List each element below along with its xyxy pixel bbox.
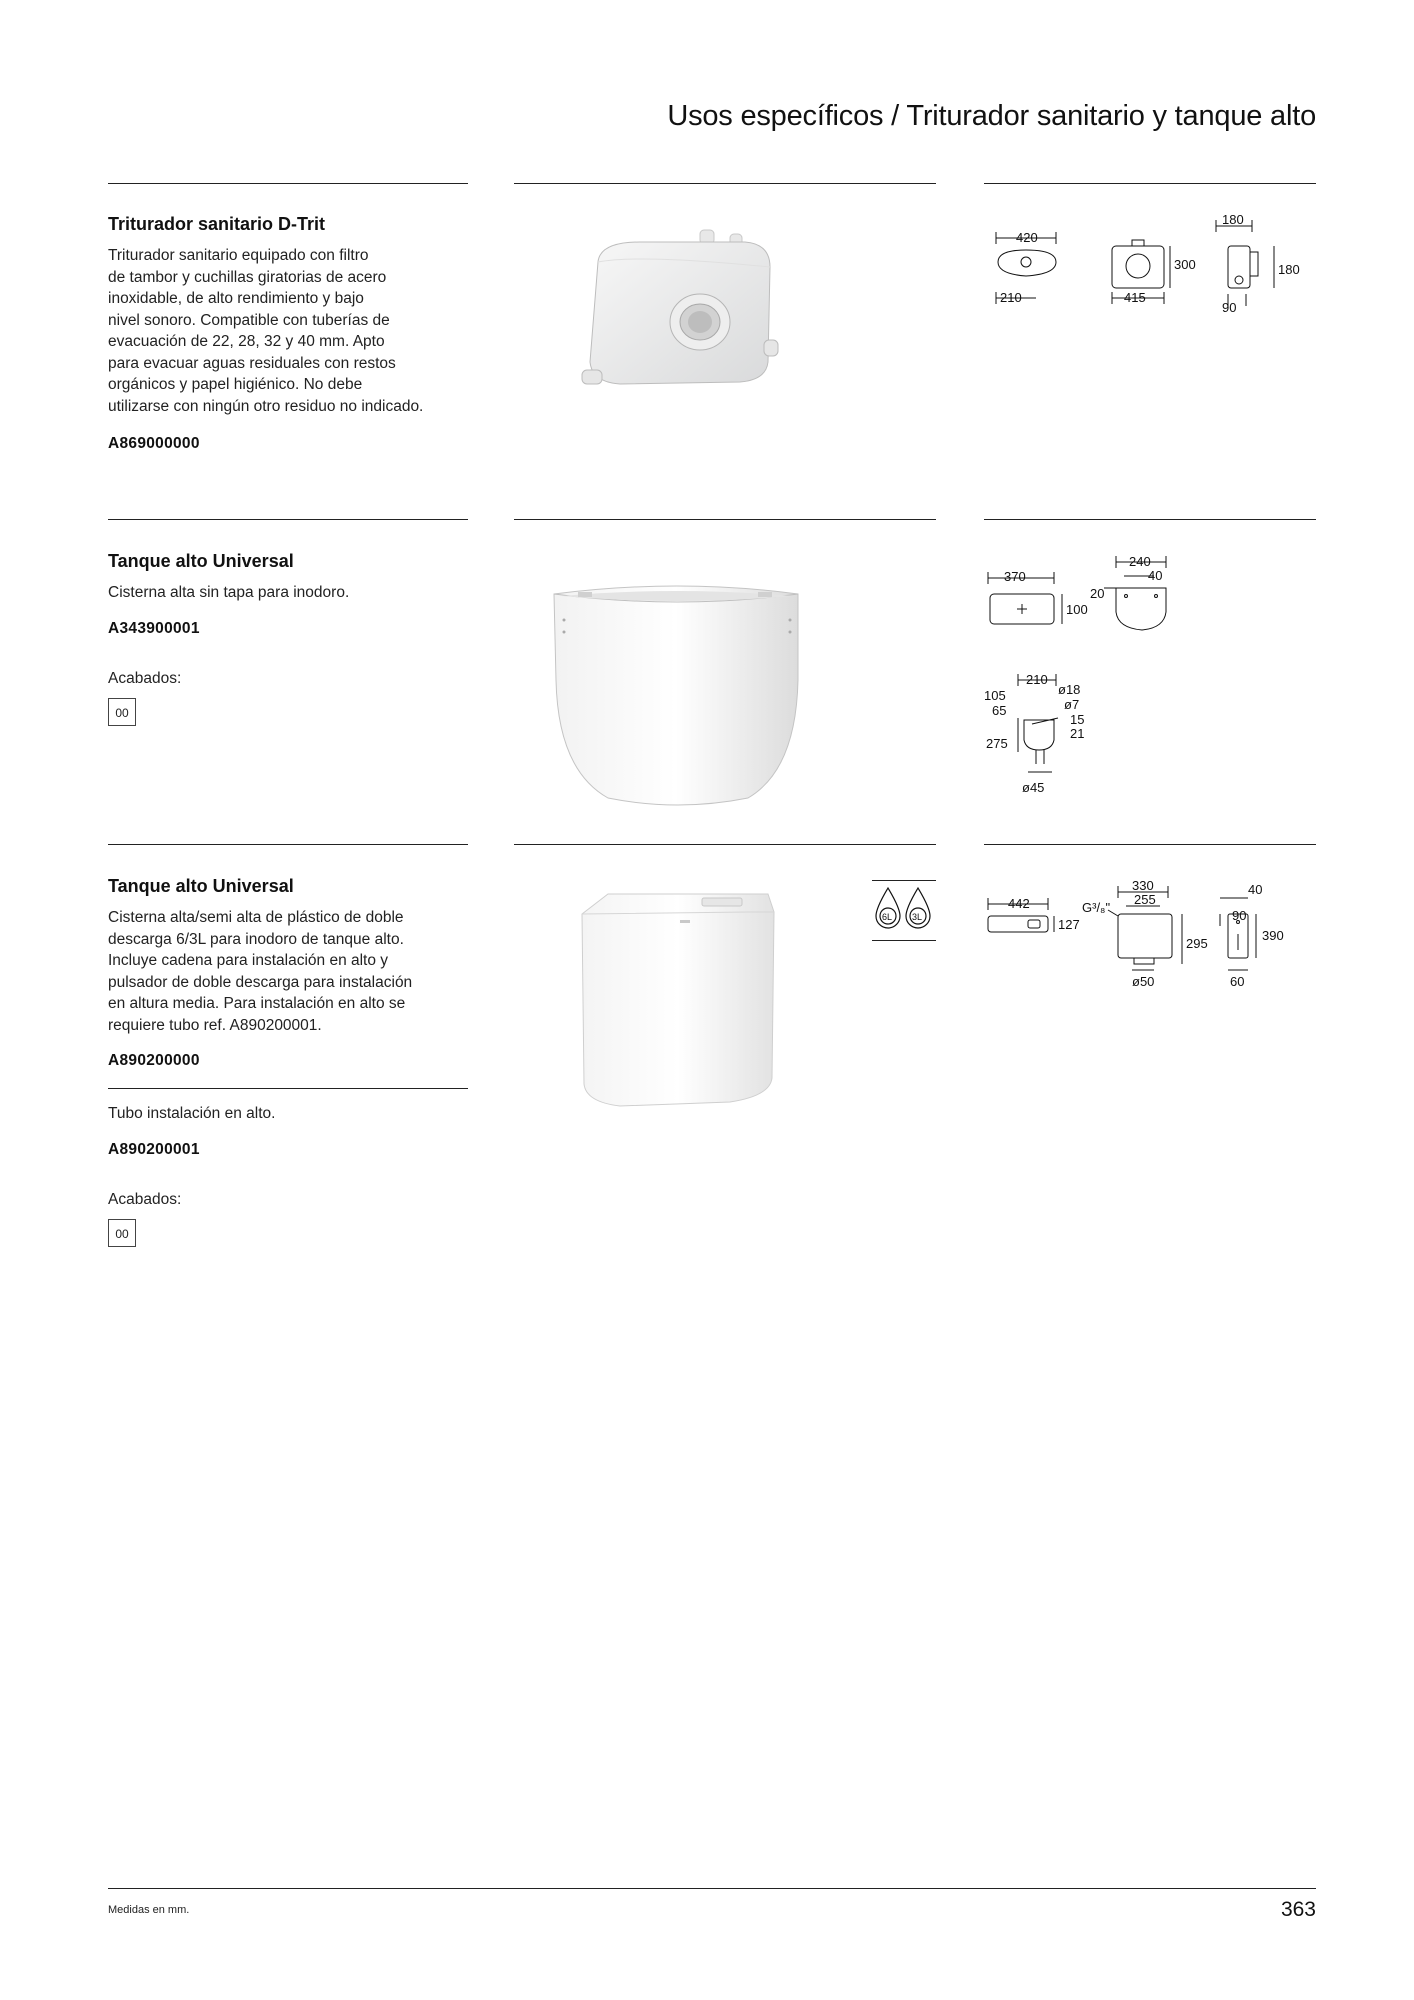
- accessory-reference: A890200001: [108, 1140, 200, 1158]
- dim-label: G³/₈": [1082, 900, 1111, 915]
- section-rule: [984, 844, 1316, 845]
- dim-label: 295: [1186, 936, 1208, 951]
- dim-label: 21: [1070, 726, 1085, 741]
- product-reference: A869000000: [108, 435, 200, 452]
- dim-label: 90: [1222, 300, 1237, 315]
- product-name: Tanque alto Universal: [108, 551, 294, 571]
- dim-label: 127: [1058, 917, 1080, 932]
- footer-rule: [108, 1888, 1316, 1889]
- finish-swatch[interactable]: 00: [108, 1219, 136, 1247]
- dim-label: ø7: [1064, 697, 1080, 712]
- desc-line: en altura media. Para instalación en alto se: [108, 995, 406, 1012]
- dim-label: 65: [992, 703, 1007, 718]
- section-rule: [514, 519, 936, 520]
- dim-label: 210: [1000, 290, 1022, 305]
- dim-label: 420: [1016, 230, 1038, 245]
- finish-swatch[interactable]: 00: [108, 698, 136, 726]
- ceramic-tank-photo: [548, 580, 808, 810]
- icon-rule: [872, 940, 936, 941]
- desc-line: requiere tubo ref. A890200001.: [108, 1016, 322, 1034]
- technical-drawing-plastic-tank: [984, 876, 1316, 1006]
- dim-label: 15: [1070, 712, 1085, 727]
- dim-label: 255: [1134, 892, 1156, 907]
- section-rule: [514, 183, 936, 184]
- desc-line: orgánicos y papel higiénico. No debe: [108, 376, 363, 393]
- dim-label: 180: [1222, 212, 1244, 227]
- dim-label: 60: [1230, 974, 1245, 989]
- drop-label-6l: 6L: [882, 912, 893, 922]
- desc-line: Incluye cadena para instalación en alto y: [108, 952, 389, 969]
- dim-label: 370: [1004, 569, 1026, 584]
- page-title: Usos específicos / Triturador sanitario y tanque alto: [667, 100, 1316, 132]
- desc-line: de tambor y cuchillas giratorias de acero: [108, 268, 387, 286]
- dim-label: 330: [1132, 878, 1154, 893]
- dim-label: ø18: [1058, 682, 1081, 697]
- desc-line: utilizarse con ningún otro residuo no indicado.: [108, 397, 424, 415]
- product-block-dtrit: [108, 214, 468, 453]
- dim-label: 275: [986, 736, 1008, 751]
- page-number: 363: [1280, 1898, 1316, 1921]
- accessory-description: Tubo instalación en alto.: [108, 1105, 276, 1122]
- section-rule: [984, 519, 1316, 520]
- technical-drawing-dtrit: [984, 212, 1316, 322]
- dim-label: 415: [1124, 290, 1146, 305]
- finishes-label: Acabados:: [108, 669, 182, 687]
- plastic-tank-photo: [570, 888, 780, 1118]
- dim-label: 180: [1278, 262, 1300, 277]
- product-description: Cisterna alta sin tapa para inodoro.: [108, 584, 350, 601]
- dim-label: 40: [1148, 568, 1163, 583]
- product-name: Tanque alto Universal: [108, 876, 294, 896]
- product-reference: A343900001: [108, 619, 200, 637]
- dim-label: 40: [1248, 882, 1263, 897]
- dim-label: 105: [984, 688, 1006, 703]
- product-block-tank-universal: [108, 551, 468, 726]
- section-rule: [514, 844, 936, 845]
- water-consumption-icons: [872, 884, 936, 941]
- dim-label: 390: [1262, 928, 1284, 943]
- product-reference: A890200000: [108, 1052, 200, 1069]
- section-rule: [984, 183, 1316, 184]
- icon-rule: [872, 880, 936, 881]
- desc-line: Cisterna alta/semi alta de plástico de doble: [108, 909, 404, 926]
- macerator-photo: [580, 222, 780, 422]
- dim-label: 300: [1174, 257, 1196, 272]
- desc-line: nivel sonoro. Compatible con tuberías de: [108, 311, 390, 329]
- dim-label: 20: [1090, 586, 1105, 601]
- section-rule: [108, 183, 468, 184]
- product-description: [108, 245, 468, 417]
- dim-label: 210: [1026, 672, 1048, 687]
- measurement-note: Medidas en mm.: [108, 1904, 190, 1916]
- drop-icons: [872, 884, 936, 936]
- technical-drawing-ceramic-tank: [984, 552, 1316, 802]
- section-rule: [108, 844, 468, 845]
- dim-label: ø50: [1132, 974, 1155, 989]
- dim-label: 240: [1129, 554, 1151, 569]
- dim-label: 90: [1232, 908, 1247, 923]
- desc-line: pulsador de doble descarga para instalación: [108, 973, 413, 991]
- section-rule: [108, 519, 468, 520]
- product-description: [108, 907, 468, 1036]
- dim-label: 100: [1066, 602, 1088, 617]
- product-name: Triturador sanitario D-Trit: [108, 214, 326, 234]
- desc-line: descarga 6/3L para inodoro de tanque alto.: [108, 930, 404, 948]
- desc-line: inoxidable, de alto rendimiento y bajo: [108, 290, 364, 307]
- desc-line: para evacuar aguas residuales con restos: [108, 354, 396, 372]
- finishes-label: Acabados:: [108, 1190, 182, 1208]
- desc-line: Triturador sanitario equipado con filtro: [108, 247, 369, 264]
- sub-rule: [108, 1088, 468, 1089]
- dim-label: ø45: [1022, 780, 1045, 795]
- dim-label: 442: [1008, 896, 1030, 911]
- desc-line: evacuación de 22, 28, 32 y 40 mm. Apto: [108, 333, 385, 350]
- product-block-plastic-tank: [108, 876, 468, 1247]
- drop-label-3l: 3L: [912, 912, 923, 922]
